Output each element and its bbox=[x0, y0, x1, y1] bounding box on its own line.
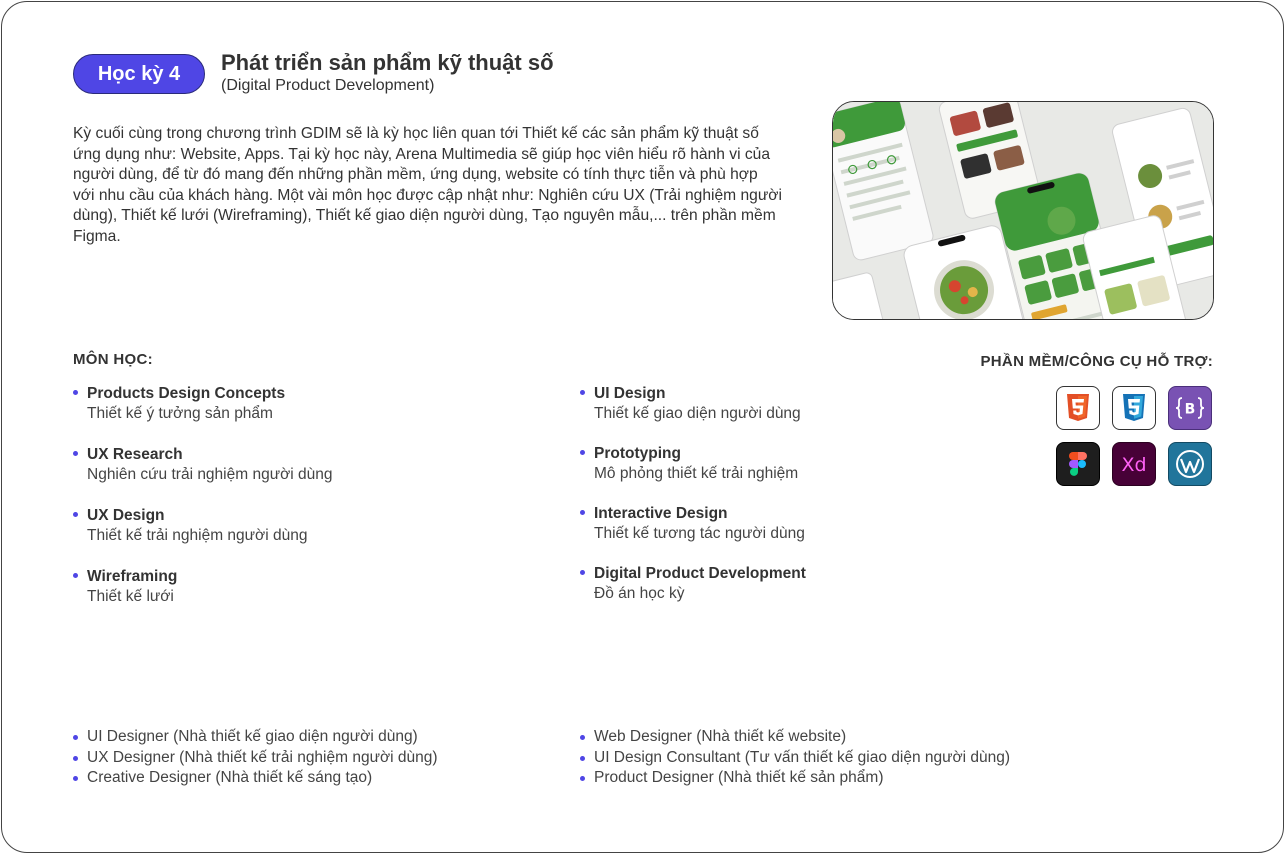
bootstrap-icon bbox=[1168, 386, 1212, 430]
career-text: Web Designer (Nhà thiết kế website) bbox=[594, 728, 847, 745]
subject-desc: Thiết kế lưới bbox=[87, 588, 174, 605]
subject-name: Digital Product Development bbox=[594, 565, 806, 582]
app-mockup-illustration bbox=[833, 102, 1214, 320]
subject-name: Products Design Concepts bbox=[87, 385, 286, 402]
css3-icon bbox=[1112, 386, 1156, 430]
bullet-dot bbox=[73, 735, 78, 740]
tools-grid bbox=[1056, 386, 1216, 488]
html5-icon bbox=[1056, 386, 1100, 430]
subject-item bbox=[73, 506, 493, 546]
subject-item bbox=[73, 384, 493, 424]
bullet-dot bbox=[73, 451, 78, 456]
subject-item bbox=[580, 444, 1000, 484]
careers-list-left bbox=[73, 727, 438, 789]
tools-title: PHẦN MỀM/CÔNG CỤ HỖ TRỢ: bbox=[980, 353, 1213, 370]
subject-desc: Mô phỏng thiết kế trải nghiệm bbox=[594, 465, 799, 482]
wordpress-icon bbox=[1168, 442, 1212, 486]
semester-badge: Học kỳ 4 bbox=[73, 54, 205, 94]
subject-item bbox=[73, 567, 493, 607]
subject-desc: Nghiên cứu trải nghiệm người dùng bbox=[87, 466, 333, 483]
career-item bbox=[580, 748, 1010, 769]
bullet-dot bbox=[580, 776, 585, 781]
subject-desc: Thiết kế trải nghiệm người dùng bbox=[87, 527, 308, 544]
adobe-xd-icon bbox=[1112, 442, 1156, 486]
svg-text:B: B bbox=[1184, 401, 1196, 418]
subject-item bbox=[580, 504, 1000, 544]
adobe-xd-label: Xd bbox=[1121, 454, 1147, 476]
career-text: UX Designer (Nhà thiết kế trải nghiệm người dùng) bbox=[87, 748, 438, 766]
career-text: Creative Designer (Nhà thiết kế sáng tạo) bbox=[87, 769, 373, 786]
career-text: Product Designer (Nhà thiết kế sản phẩm) bbox=[594, 769, 884, 786]
career-text: UI Designer (Nhà thiết kế giao diện người dùng) bbox=[87, 728, 418, 745]
bullet-dot bbox=[580, 390, 585, 395]
subject-name: UX Research bbox=[87, 446, 183, 463]
bullet-dot bbox=[73, 512, 78, 517]
subject-item bbox=[580, 564, 1000, 604]
bullet-dot bbox=[73, 756, 78, 761]
bullet-dot bbox=[73, 776, 78, 781]
subjects-title: MÔN HỌC: bbox=[73, 351, 153, 368]
page-title: Phát triển sản phẩm kỹ thuật số bbox=[221, 50, 554, 75]
career-item bbox=[580, 727, 1010, 748]
bullet-dot bbox=[580, 450, 585, 455]
career-item bbox=[73, 727, 438, 748]
subject-desc: Đồ án học kỳ bbox=[594, 585, 685, 602]
page-subtitle: (Digital Product Development) bbox=[221, 77, 435, 94]
subject-name: UX Design bbox=[87, 507, 165, 524]
figma-icon bbox=[1056, 442, 1100, 486]
subject-name: Interactive Design bbox=[594, 505, 728, 522]
subject-name: Prototyping bbox=[594, 445, 681, 462]
subject-name: UI Design bbox=[594, 385, 666, 402]
subject-item bbox=[580, 384, 1000, 424]
bullet-dot bbox=[73, 573, 78, 578]
career-item bbox=[73, 768, 438, 789]
bullet-dot bbox=[580, 570, 585, 575]
bullet-dot bbox=[580, 735, 585, 740]
career-item bbox=[73, 748, 438, 769]
subject-desc: Thiết kế tương tác người dùng bbox=[594, 525, 805, 542]
subject-name: Wireframing bbox=[87, 568, 178, 585]
app-mockup-image bbox=[832, 101, 1214, 320]
subject-desc: Thiết kế ý tưởng sản phẩm bbox=[87, 405, 273, 422]
bullet-dot bbox=[580, 510, 585, 515]
career-text: UI Design Consultant (Tư vấn thiết kế giao diện người dùng) bbox=[594, 748, 1011, 766]
intro-paragraph: Kỳ cuối cùng trong chương trình GDIM sẽ là kỳ học liên quan tới Thiết kế các sản phẩm kỹ thuật số ứng dụng như: Website, Apps. Tại kỳ học này, Arena Multimedia sẽ giúp học viên hiểu rõ hành vi của người dùng, để từ đó mang đến những phần mềm, ứng dụng, website có tính thực tiễn và phù hợp với nhu cầu của khách hàng. Một vài môn học được cập nhật như: Nghiên cứu UX (Trải nghiệm người dùng), Thiết kế lưới (Wireframing), Thiết kế giao diện người dùng, Tạo nguyên mẫu,... trên phần mềm Figma. bbox=[73, 125, 782, 245]
bullet-dot bbox=[73, 390, 78, 395]
subject-item bbox=[73, 445, 493, 485]
bullet-dot bbox=[580, 756, 585, 761]
career-item bbox=[580, 768, 1010, 789]
careers-list-right bbox=[580, 727, 1010, 789]
subject-desc: Thiết kế giao diện người dùng bbox=[594, 405, 801, 422]
